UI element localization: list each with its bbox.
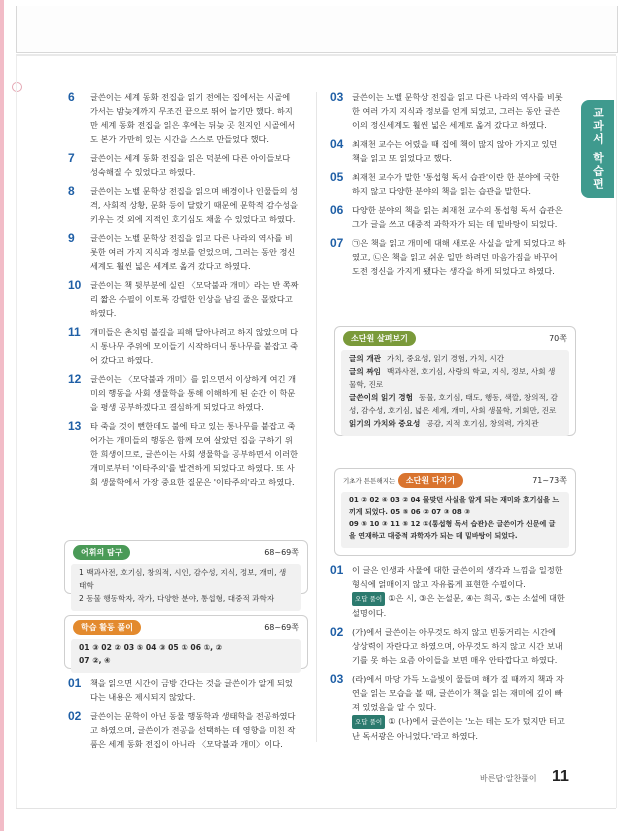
- activity-box-pages: 68~69쪽: [264, 623, 299, 632]
- review-box-title-wrap: [343, 473, 463, 488]
- answer-item: [330, 137, 566, 165]
- summary-value: 가치, 중요성, 읽기 경험, 가치, 시간: [387, 354, 505, 363]
- answer-number: 7: [68, 151, 75, 165]
- answer-item: [330, 236, 566, 278]
- answer-number: 11: [68, 325, 81, 339]
- summary-key: 글의 개관: [349, 354, 381, 363]
- answer-text: 최재천 교수는 어렸을 때 집에 책이 많지 않아 가지고 있던 책을 읽고 또 읽었다고 했다.: [352, 139, 558, 163]
- left-column: [68, 90, 300, 494]
- answer-number: 02: [68, 709, 82, 723]
- trim-line: [16, 54, 616, 56]
- answer-number: 05: [330, 170, 344, 184]
- page-number: 11: [552, 768, 569, 785]
- answer-text: 글쓴이는 노벨 문학상 전집을 읽으며 배경이나 인물들의 성격, 사회적 상황, 문화 등이 달랐기 때문에 문학적 감수성을 키우는 것 외에 지적인 호기심도 채울 수 있었다고 하였다.: [90, 186, 299, 224]
- vocab-line: 2 동물 행동학자, 작가, 다양한 분야, 통섭형, 대중적 과학자: [79, 594, 275, 603]
- answer-item: [330, 90, 566, 132]
- answer-item: [330, 170, 566, 198]
- vocab-box: [64, 540, 308, 603]
- bottom-trim: [16, 808, 616, 809]
- answer-item: [330, 672, 566, 743]
- summary-key: 글의 짜임: [349, 367, 381, 376]
- activity-box-title: 학습 활동 풀이: [73, 620, 141, 635]
- answer-text: 글쓴이는 노벨 문학상 전집을 읽고 다른 나라의 역사를 비롯한 여러 가지 지식과 정보를 얻게 되었고, 그러는 동안 글쓴이의 정신세계도 훨씬 넓은 세계로 옮겨 갔다고 하였다.: [352, 92, 563, 130]
- summary-value: 백과사전, 호기심, 사랑의 학교, 지식, 정보, 사회 생물학, 진로: [349, 367, 556, 389]
- answer-number: 06: [330, 203, 344, 217]
- answer-number: 10: [68, 278, 82, 292]
- answer-item: [68, 709, 300, 751]
- answer-note: [352, 591, 566, 620]
- answer-number: 01: [68, 676, 82, 690]
- review-box-pretitle: 기초가 튼튼해지는: [343, 477, 396, 485]
- answer-number: 01: [330, 563, 344, 577]
- right-tail: [330, 563, 566, 748]
- answer-text: 글쓴이는 책 뒷부분에 실린 〈모닥불과 개미〉라는 반 쪽짜리 짧은 수필이 이토록 강렬한 인상을 남길 줄은 몰랐다고 하였다.: [90, 280, 299, 318]
- review-box: [334, 468, 576, 556]
- answer-item: [330, 203, 566, 231]
- answer-item: [68, 278, 300, 320]
- answer-number: 6: [68, 90, 75, 104]
- activity-line: 07 ②, ④: [79, 656, 111, 665]
- answer-note: [352, 714, 566, 743]
- activity-line: 01 ③ 02 ② 03 ⑤ 04 ③ 05 ① 06 ①, ②: [79, 643, 223, 652]
- answer-text: 글쓴이는 노벨 문학상 전집을 읽고 다른 나라의 역사를 비롯한 여러 가지 지식과 정보를 얻었으며, 그러는 동안 정신 세계도 훨씬 넓은 세계로 옮겨 갔다고 하였다.: [90, 233, 296, 271]
- answer-text: (라)에서 마당 가득 노을빛이 물들며 해가 질 때까지 책과 자연을 읽는 모습을 볼 때, 글쓴이가 책을 읽는 재미에 깊이 빠져 있었음을 알 수 있다.: [352, 674, 564, 712]
- answer-number: 12: [68, 372, 82, 386]
- pink-edge: [0, 0, 4, 831]
- page-border-left: [16, 56, 17, 808]
- answer-item: [68, 372, 300, 414]
- answer-item: [68, 419, 300, 489]
- answer-number: 8: [68, 184, 75, 198]
- summary-box: [334, 326, 576, 436]
- summary-line: [349, 391, 561, 417]
- answer-number: 03: [330, 672, 344, 686]
- answer-text: 글쓴이는 문학이 아닌 동물 행동학과 생태학을 전공하였다고 하였으며, 글쓴이가 전공을 선택하는 데 영향을 미친 작품은 세계 동화 전집이 아니라 〈모닥불과 개미〉이다.: [90, 711, 296, 749]
- column-divider: [316, 92, 317, 742]
- answer-text: 글쓴이는 〈모닥불과 개미〉를 읽으면서 이상하게 여긴 개미의 행동을 사회 생물학을 통해 이해하게 된 순간 이 학문을 평생 공부하겠다고 결심하게 되었다고 하였다.: [90, 374, 296, 412]
- answer-item: [330, 563, 566, 620]
- answer-item: [68, 151, 300, 179]
- left-tail: [68, 676, 300, 756]
- answer-number: 04: [330, 137, 344, 151]
- answer-item: [330, 625, 566, 667]
- answer-number: 9: [68, 231, 75, 245]
- summary-line: [349, 352, 561, 365]
- summary-line: [349, 365, 561, 391]
- answer-item: [68, 231, 300, 273]
- summary-value: 동물, 호기심, 태도, 행동, 색깔, 창의적, 감성, 감수성, 호기심, 넓은 세계, 개미, 사회 생물학, 기회만, 진로: [349, 393, 558, 415]
- review-box-title: 소단원 다지기: [398, 473, 463, 488]
- note-tag: 오답 풀이: [352, 715, 385, 729]
- summary-line: [349, 417, 561, 430]
- answer-item: [68, 676, 300, 704]
- summary-key: 읽기의 가치와 중요성: [349, 419, 421, 428]
- header-frame: [16, 6, 618, 53]
- review-line: 01 ② 02 ④ 03 ② 04 물맞던 사실을 알게 되는 재미와 호기심을 느끼게 되었다. 05 ⑤ 06 ② 07 ③ 08 ③: [349, 496, 560, 516]
- note-tag: 오답 풀이: [352, 592, 385, 606]
- review-line: 09 ⑤ 10 ③ 11 ⑤ 12 ①(통섭형 독서 습관)은 글쓴이가 신문에 글을 연재하고 대중적 과학자가 되는 데 밑바탕이 되었다.: [349, 520, 556, 540]
- answer-text: 글쓴이는 세계 동화 전집을 읽은 덕분에 다른 아이들보다 성숙해질 수 있었다고 하였다.: [90, 153, 291, 177]
- right-column: [330, 90, 566, 283]
- answer-text: 최재천 교수가 말한 '통섭형 독서 습관'이란 한 분야에 국한하지 않고 다양한 분야의 책을 읽는 습관을 말한다.: [352, 172, 560, 196]
- vocab-line: 1 백과사전, 호기심, 창의적, 시인, 감수성, 지식, 정보, 개미, 생태학: [79, 568, 287, 590]
- answer-text: 다양한 분야의 책을 읽는 최재천 교수의 통섭형 독서 습관은 그가 글을 쓰고 대중적 과학자가 되는 데 밑바탕이 되었다.: [352, 205, 563, 229]
- answer-item: [68, 325, 300, 367]
- answer-text: (가)에서 글쓴이는 아무것도 하지 않고 빈둥거리는 시간에 상상력이 자란다고 하였으며, 아무것도 하지 않고 시간 보내기를 못 하는 요즘 아이들을 보면 매우 안타깝다고 하였다.: [352, 627, 563, 665]
- page-border-right: [616, 56, 617, 808]
- note-text: ① (나)에서 글쓴이는 '노는 데는 도가 텄지만 터고난 독서광은 아니었다.'라고 하였다.: [352, 716, 565, 741]
- note-text: ①은 시, ③은 논설문, ④는 희곡, ⑤는 소설에 대한 설명이다.: [352, 593, 565, 618]
- answer-text: 개미들은 촌치럼 불길을 피해 달아나려고 하지 않았으며 다시 통나무 주위에 모이들기 시작하더니 통나무를 붙잡고 죽어 갔다고 하였다.: [90, 327, 299, 365]
- answer-text: 책을 읽으면 시간이 금방 간다는 것을 글쓴이가 알게 되었다는 내용은 제시되지 않았다.: [90, 678, 293, 702]
- activity-box: [64, 615, 308, 669]
- answer-number: 07: [330, 236, 344, 250]
- answer-number: 02: [330, 625, 344, 639]
- vocab-box-title: 어휘의 탐구: [73, 545, 130, 560]
- answer-number: 03: [330, 90, 344, 104]
- answer-item: [68, 90, 300, 146]
- summary-box-pages: 70쪽: [549, 334, 567, 343]
- answer-text: ㉠은 책을 읽고 개미에 대해 새로운 사실을 알게 되었다고 하였고, ㉡은 책을 읽고 쉬운 일만 하려던 마음가짐을 바꾸어 도전 정신을 가지게 됐다는 생각을 하게 되었다고 하였다.: [352, 238, 566, 276]
- answer-text: 타 죽을 것이 뻔한데도 불에 타고 있는 통나무를 붙잡고 죽어가는 개미들의 행동은 함께 모여 살았던 집을 구하기 위한 희생이므로, 글쓴이는 사회 생물학을 공부하면서 이러한 개미로부터 '이타주의'를 발견하게 되었다고 하였다. 또 사회 생물학에서 가장 중요한 질문은 '이타주의'라고 하였다.: [90, 421, 299, 487]
- summary-box-title: 소단원 살펴보기: [343, 331, 416, 346]
- registration-mark: [12, 82, 22, 92]
- review-box-pages: 71~73쪽: [532, 476, 567, 485]
- answer-text: 이 글은 인생과 사물에 대한 글쓴이의 생각과 느낌을 일정한 형식에 얽매이지 않고 자유롭게 표현한 수필이다.: [352, 565, 563, 589]
- vocab-box-pages: 68~69쪽: [264, 548, 299, 557]
- summary-key: 글쓴이의 읽기 경험: [349, 393, 413, 402]
- answer-number: 13: [68, 419, 82, 433]
- summary-value: 공감, 지적 호기심, 창의력, 가치관: [426, 419, 539, 428]
- footer-label: 바른답·알찬풀이: [480, 774, 537, 783]
- answer-text: 글쓴이는 세계 동화 전집을 읽기 전에는 집에서는 시골에 가서는 밤늦게까지 무조건 끝으로 뛰어 놀기만 했다. 하지만 세계 동화 전집을 읽은 후에는 뒤늦 곳 친지인 시골에서도 본가 가만히 있는 시간을 스스로 만들었다 했다.: [90, 92, 296, 144]
- answer-item: [68, 184, 300, 226]
- side-tab: 교과서 학습편: [581, 100, 614, 198]
